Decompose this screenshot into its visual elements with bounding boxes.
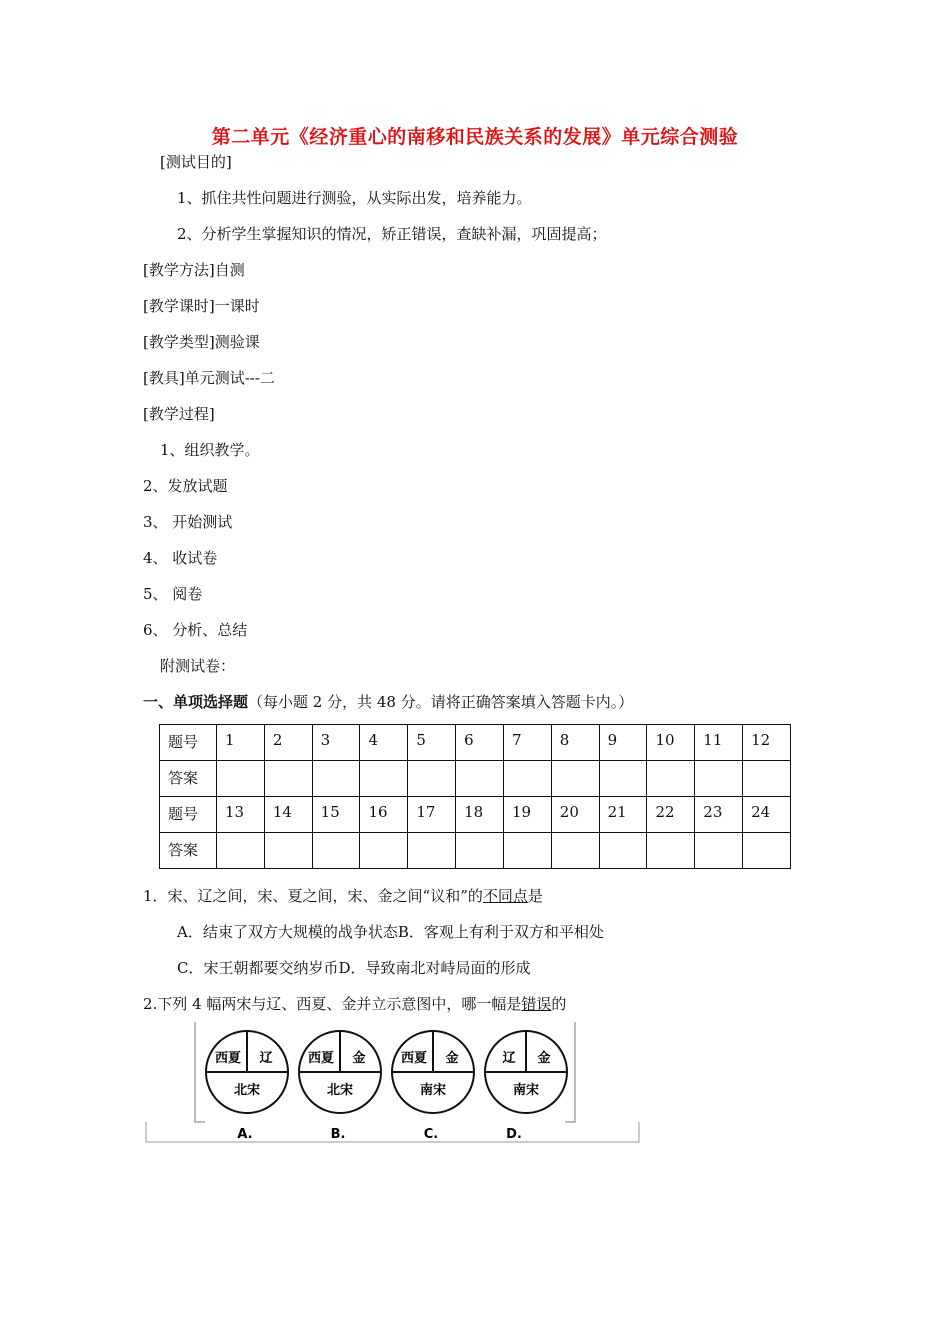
region-left: 西夏 <box>307 1051 335 1066</box>
answer-cell[interactable] <box>408 761 456 797</box>
option-label: C. <box>423 1127 439 1142</box>
teaching-hours: [教学课时]一课时 <box>143 297 260 315</box>
question-1-stem <box>143 886 543 906</box>
question-number-cell: 18 <box>456 797 504 833</box>
answer-cell[interactable] <box>312 833 360 869</box>
question-2-text: 2.下列 4 幅两宋与辽、西夏、金并立示意图中，哪一幅是 <box>143 995 522 1013</box>
process-step-2: 2、发放试题 <box>143 477 228 495</box>
answer-cell[interactable] <box>647 761 695 797</box>
answer-cell[interactable] <box>217 833 265 869</box>
question-number-cell: 1 <box>217 725 265 761</box>
answer-cell[interactable] <box>456 833 504 869</box>
goal-item-2: 2、分析学生掌握知识的情况，矫正错误，查缺补漏，巩固提高； <box>177 225 607 243</box>
question-1-text: 1．宋、辽之间，宋、夏之间，宋、金之间“议和”的 <box>143 887 483 905</box>
question-number-cell: 11 <box>695 725 743 761</box>
question-1-options-ab: A．结束了双方大规模的战争状态B．客观上有利于双方和平相处 <box>177 923 604 941</box>
region-bottom: 南宋 <box>512 1083 540 1098</box>
question-number-cell: 24 <box>743 797 791 833</box>
region-left: 西夏 <box>400 1051 428 1066</box>
region-right: 金 <box>352 1051 366 1066</box>
region-right: 金 <box>537 1051 551 1066</box>
table-row <box>160 725 791 761</box>
answer-cell[interactable] <box>743 761 791 797</box>
circle-diagram-c[interactable] <box>392 1031 474 1142</box>
answer-cell[interactable] <box>264 833 312 869</box>
answer-cell[interactable] <box>551 833 599 869</box>
question-number-cell: 15 <box>312 797 360 833</box>
answer-cell[interactable] <box>743 833 791 869</box>
question-number-cell: 2 <box>264 725 312 761</box>
table-row <box>160 761 791 797</box>
answer-cell[interactable] <box>503 761 551 797</box>
answer-cell[interactable] <box>408 833 456 869</box>
circle-diagram-b[interactable] <box>299 1031 381 1142</box>
region-right: 金 <box>445 1051 459 1066</box>
question-1-options-cd: C．宋王朝都要交纳岁币D．导致南北对峙局面的形成 <box>177 959 531 977</box>
question-number-cell: 16 <box>360 797 408 833</box>
table-row <box>160 797 791 833</box>
answer-cell[interactable] <box>647 833 695 869</box>
question-number-cell: 17 <box>408 797 456 833</box>
answer-cell[interactable] <box>217 761 265 797</box>
region-bottom: 南宋 <box>419 1083 447 1098</box>
question-2-diagram <box>145 1020 640 1144</box>
option-label: D. <box>506 1127 522 1142</box>
question-number-cell: 21 <box>599 797 647 833</box>
table-row <box>160 833 791 869</box>
option-label: A. <box>237 1127 253 1142</box>
answer-cell[interactable] <box>456 761 504 797</box>
table-header-cell: 答案 <box>160 761 217 797</box>
circle-diagram-a[interactable] <box>206 1031 288 1142</box>
part1-heading-line <box>143 692 633 712</box>
frame-base <box>146 1122 639 1142</box>
region-bottom: 北宋 <box>326 1083 354 1098</box>
teaching-tools: [教具]单元测试---二 <box>143 369 275 387</box>
question-number-cell: 10 <box>647 725 695 761</box>
process-step-6: 6、 分析、总结 <box>143 621 248 639</box>
question-number-cell: 9 <box>599 725 647 761</box>
answer-cell[interactable] <box>599 833 647 869</box>
teaching-process: [教学过程] <box>143 405 215 423</box>
question-2-emphasis: 错误 <box>521 995 552 1013</box>
answer-cell[interactable] <box>360 761 408 797</box>
question-number-cell: 12 <box>743 725 791 761</box>
goal-header: [测试目的] <box>160 153 232 171</box>
question-number-cell: 13 <box>217 797 265 833</box>
attached-test-label: 附测试卷： <box>160 657 236 675</box>
answer-cell[interactable] <box>551 761 599 797</box>
process-step-1: 1、组织教学。 <box>160 441 260 459</box>
region-left: 西夏 <box>214 1051 242 1066</box>
frame-left-bracket <box>195 1022 205 1122</box>
answer-cell[interactable] <box>695 833 743 869</box>
process-step-5: 5、 阅卷 <box>143 585 203 603</box>
answer-cell[interactable] <box>360 833 408 869</box>
answer-cell[interactable] <box>695 761 743 797</box>
region-bottom: 北宋 <box>233 1083 261 1098</box>
process-step-4: 4、 收试卷 <box>143 549 218 567</box>
option-label: B. <box>330 1127 346 1142</box>
answer-sheet-table <box>159 724 791 869</box>
goal-item-1: 1、抓住共性问题进行测验，从实际出发，培养能力。 <box>177 189 532 207</box>
question-number-cell: 8 <box>551 725 599 761</box>
question-number-cell: 14 <box>264 797 312 833</box>
region-right: 辽 <box>259 1051 273 1066</box>
answer-cell[interactable] <box>312 761 360 797</box>
document-title: 第二单元《经济重心的南移和民族关系的发展》单元综合测验 <box>211 126 739 148</box>
question-number-cell: 5 <box>408 725 456 761</box>
question-2-text-end: 的 <box>551 995 567 1013</box>
question-1-emphasis: 不同点 <box>482 887 528 905</box>
table-header-cell: 题号 <box>160 725 217 761</box>
answer-cell[interactable] <box>503 833 551 869</box>
question-number-cell: 23 <box>695 797 743 833</box>
question-1-text-end: 是 <box>527 887 543 905</box>
question-number-cell: 3 <box>312 725 360 761</box>
process-step-3: 3、 开始测试 <box>143 513 233 531</box>
question-number-cell: 7 <box>503 725 551 761</box>
part1-note: （每小题 2 分，共 48 分。请将正确答案填入答题卡内。） <box>248 693 634 711</box>
diagram-svg <box>145 1020 640 1144</box>
question-number-cell: 19 <box>503 797 551 833</box>
question-number-cell: 6 <box>456 725 504 761</box>
answer-cell[interactable] <box>264 761 312 797</box>
question-number-cell: 20 <box>551 797 599 833</box>
region-left: 辽 <box>502 1051 516 1066</box>
table-header-cell: 题号 <box>160 797 217 833</box>
answer-cell[interactable] <box>599 761 647 797</box>
question-number-cell: 4 <box>360 725 408 761</box>
table-header-cell: 答案 <box>160 833 217 869</box>
question-2-stem <box>143 994 566 1014</box>
part1-heading: 一、单项选择题 <box>143 693 249 711</box>
teaching-type: [教学类型]测验课 <box>143 333 260 351</box>
circle-diagram-d[interactable] <box>485 1031 567 1142</box>
question-number-cell: 22 <box>647 797 695 833</box>
teaching-method: [教学方法]自测 <box>143 261 245 279</box>
